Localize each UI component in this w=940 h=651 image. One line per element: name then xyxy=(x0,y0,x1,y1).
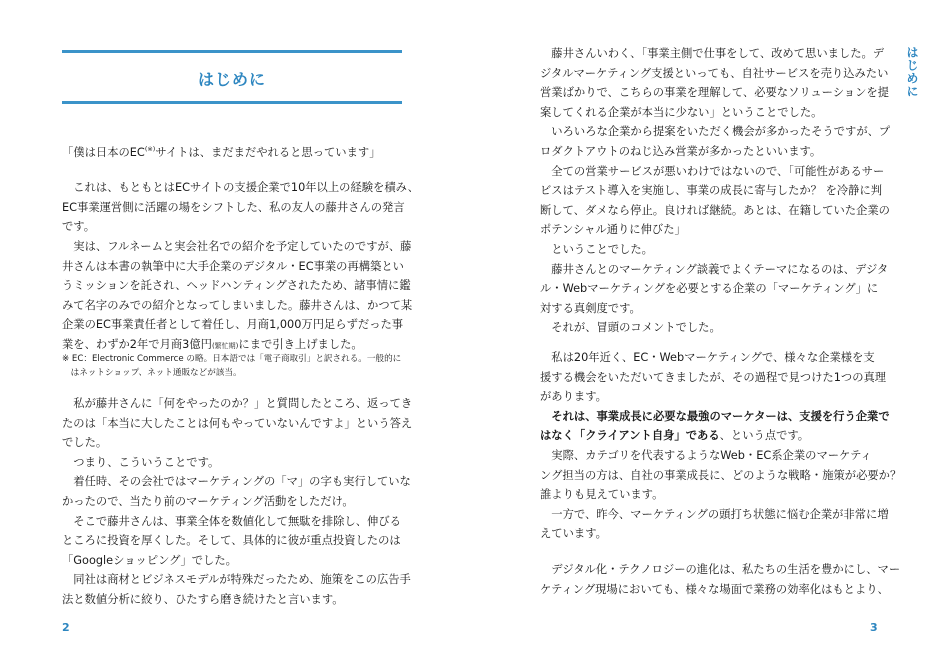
right-page xyxy=(470,0,940,651)
page-number-right: 3 xyxy=(870,621,878,634)
paragraph-3: 私が藤井さんに「何をやったのか？」と質問したところ、返ってき たのは「本当に大したことは何もやっていないんですよ」という答え でした。 つまり、こういうことです。 着任時、その会社ではマーケティングの「マ」の字も実行していな かったので、当たり前のマーケティング活動をしただけ。 そこで藤井さんは、事業全体を数値化して無駄を排除し、伸びる ところに投資を厚くした。そして、具体的に彼が重点投資したのは 「Googleショッピング」でした。 同社は商材とビジネスモデルが特殊だったため、施策をこの広告手 法と数値分析に絞り、ひたすら磨き続けたと言います。 xyxy=(62,397,413,606)
chapter-side-label: はじめに xyxy=(905,46,919,98)
footnote-mark: (※) xyxy=(144,145,156,153)
title-top-rule xyxy=(62,50,402,53)
footnote: ※ EC：Electronic Commerce の略。日本語では「電子商取引」と訳される。一般的に はネットショップ、ネット通販などが該当。 xyxy=(62,354,402,378)
paragraph-r2: 私は20年近く、EC・Webマーケティングで、様々な企業様を支 援する機会をいただいてきましたが、その過程で見つけた1つの真理 があります。 それは、事業成長に必要な最強のマーケターは、支援を行う企業で はなく「クライアント自身」である、という点です。 xyxy=(540,351,890,443)
title-bottom-rule xyxy=(62,101,402,104)
key-statement: それは、事業成長に必要な最強のマーケターは、支援を行う企業で xyxy=(540,409,890,423)
paragraph-r1: 藤井さんいわく、「事業主側で仕事をして、改めて思いました。デ ジタルマーケティング支援といっても、自社サービスを売り込みたい 営業ばかりで、こちらの事業を理解して、必要なソリューションを提 案してくれる企業が本当に少ない」ということでした。 いろいろな企業から提案をいただく機会が多かったそうですが、プ ロダクトアウトのねじ込み営業が多かったといいます。 全ての営業サービスが悪いわけではないので、「可能性があるサー ビスはテスト導入を実施し、事業の成長に寄与したか？ を冷静に判 断して、ダメなら停止。良ければ継続。あとは、在籍していた企業の ポテンシャル通りに伸びた」 ということでした。 藤井さんとのマーケティング談義でよくテーマになるのは、デジタ ル・Webマーケティングを必要とする企業の「マーケティング」に 対する真剣度です。 それが、冒頭のコメントでした。 xyxy=(540,47,891,335)
paragraph-1: これは、もともとはECサイトの支援企業で10年以上の経験を積み、 EC事業運営側に活躍の場をシフトした、私の友人の藤井さんの発言 です。 xyxy=(62,181,419,234)
paragraph-r3: 実際、カテゴリを代表するようなWeb・EC系企業のマーケティ ング担当の方は、自社の事業成長に、どのような戦略・施策が必要か？ 誰よりも見えています。 一方で、昨今、マーケティングの頭打ち状態に悩む企業が非常に増 えています。 xyxy=(540,449,902,541)
paragraph-2: 実は、フルネームと実会社名での紹介を予定していたのですが、藤 井さんは本書の執筆中に大手企業のデジタル・EC事業の再構築とい うミッションを託され、ヘッドハンティングされたため、諸事情に鑑 みて名字のみでの紹介となってしまいました。藤井さんは、かつて某 企業のEC事業責任者として着任し、月商1,000万円足らずだった事 業を、わずか2年で月商3億円(繁忙期)にまで引き上げました。 xyxy=(62,240,413,351)
opening-quote: 「僕は日本のEC(※)サイトは、まだまだやれると思っています」 xyxy=(62,145,381,159)
paragraph-r4: デジタル化・テクノロジーの進化は、私たちの生活を豊かにし、マー ケティング現場においても、様々な場面で業務の効率化はもとより、 xyxy=(540,563,901,596)
chapter-title: はじめに xyxy=(197,70,266,89)
page-number-left: 2 xyxy=(62,621,70,634)
